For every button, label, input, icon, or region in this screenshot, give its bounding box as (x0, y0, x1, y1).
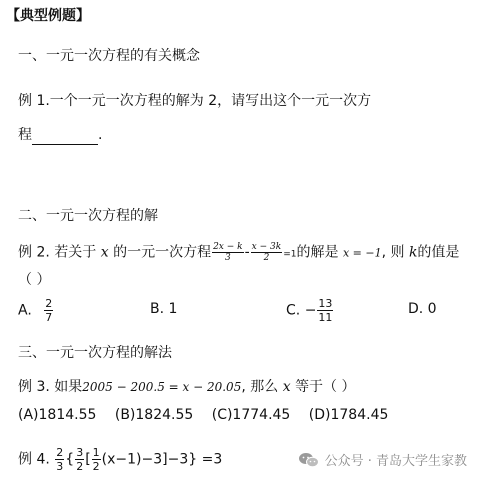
ex3-option-c: (C)1774.45 (211, 407, 291, 423)
option-a-label: A. (18, 302, 32, 319)
ex2-prefix: 例 2. 若关于 (18, 244, 97, 261)
ex2-fraction-2 (251, 242, 283, 263)
ex4-label: 例 4. (18, 451, 50, 468)
example-2-line-1 (18, 242, 459, 265)
ex2-fraction-1 (212, 242, 244, 263)
fraction-denominator: 3 (56, 460, 64, 473)
example-2-paren: （ ） (18, 272, 51, 288)
fraction-denominator: 2 (76, 460, 84, 473)
fraction-denominator: 2 (263, 253, 270, 263)
ex3-option-a: (A)1814.55 (18, 407, 97, 423)
example-3-line (18, 377, 356, 397)
ex2-after: 的解是 (296, 244, 339, 261)
section-heading-1: 一、一元一次方程的有关概念 (18, 48, 200, 64)
wechat-icon (298, 452, 320, 468)
ex2-after2: , 则 (381, 244, 405, 261)
option-c-label: C. (286, 302, 301, 319)
ex4-fraction-2 (75, 446, 84, 473)
ex2-var-x: x (100, 244, 109, 261)
fraction-denominator: 7 (45, 311, 53, 324)
option-c-fraction (317, 297, 333, 324)
ex2-var-k: k (408, 244, 418, 261)
ex3-prefix: 例 3. 如果 (18, 379, 83, 395)
ex1-prefix: 程 (18, 127, 32, 143)
title: 【典型例题】 (6, 8, 90, 24)
fraction-numerator: 13 (318, 297, 333, 310)
ex1-suffix: . (98, 127, 103, 143)
ex2-solution: x = −1 (342, 246, 382, 260)
ex3-mid: , 那么 (241, 379, 279, 395)
ex2-eq1: =1 (283, 249, 297, 260)
ex4-fraction-3 (92, 446, 101, 473)
example-1-line-1: 例 1.一个一元一次方程的解为 2，请写出这个一元一次方 (18, 93, 372, 109)
example-1-line-2 (18, 125, 102, 145)
fraction-numerator: 2 (56, 446, 64, 459)
fraction-numerator: 2x − k (213, 242, 243, 252)
section-heading-2: 二、一元一次方程的解 (18, 208, 158, 224)
option-b: B. 1 (150, 301, 178, 317)
ex4-fraction-1 (55, 446, 64, 473)
option-a-fraction (44, 297, 53, 324)
option-d: D. 0 (408, 301, 437, 317)
fraction-denominator: 2 (92, 460, 100, 473)
ex2-minus: - (244, 244, 250, 261)
option-c (286, 297, 334, 324)
watermark (298, 450, 467, 469)
ex3-var-x: x (282, 379, 291, 395)
ex3-option-d: (D)1784.45 (308, 407, 389, 423)
fraction-denominator: 11 (318, 311, 333, 324)
watermark-text: 公众号 · 青岛大学生家教 (324, 454, 467, 469)
ex3-option-b: (B)1824.55 (114, 407, 194, 423)
answer-blank (32, 130, 98, 145)
ex3-end: 等于（ ） (295, 379, 356, 395)
ex3-options-row (18, 405, 388, 425)
ex4-bracket: [ (85, 451, 91, 468)
ex4-rest: (x−1)−3]−3} =3 (101, 451, 223, 468)
fraction-numerator: x − 3k (251, 242, 282, 252)
ex2-end: 的值是 (417, 244, 460, 261)
ex4-brace: { (65, 451, 75, 468)
fraction-numerator: 2 (45, 297, 53, 310)
fraction-numerator: 1 (92, 446, 100, 459)
fraction-denominator: 3 (224, 253, 231, 263)
fraction-numerator: 3 (76, 446, 84, 459)
ex3-equation: 2005 − 200.5 = x − 20.05 (82, 380, 242, 394)
section-heading-3: 三、一元一次方程的解法 (18, 345, 172, 361)
example-4-line (18, 446, 222, 473)
option-c-sign: − (304, 302, 317, 319)
option-a (18, 297, 54, 324)
ex2-mid: 的一元一次方程 (113, 244, 212, 261)
